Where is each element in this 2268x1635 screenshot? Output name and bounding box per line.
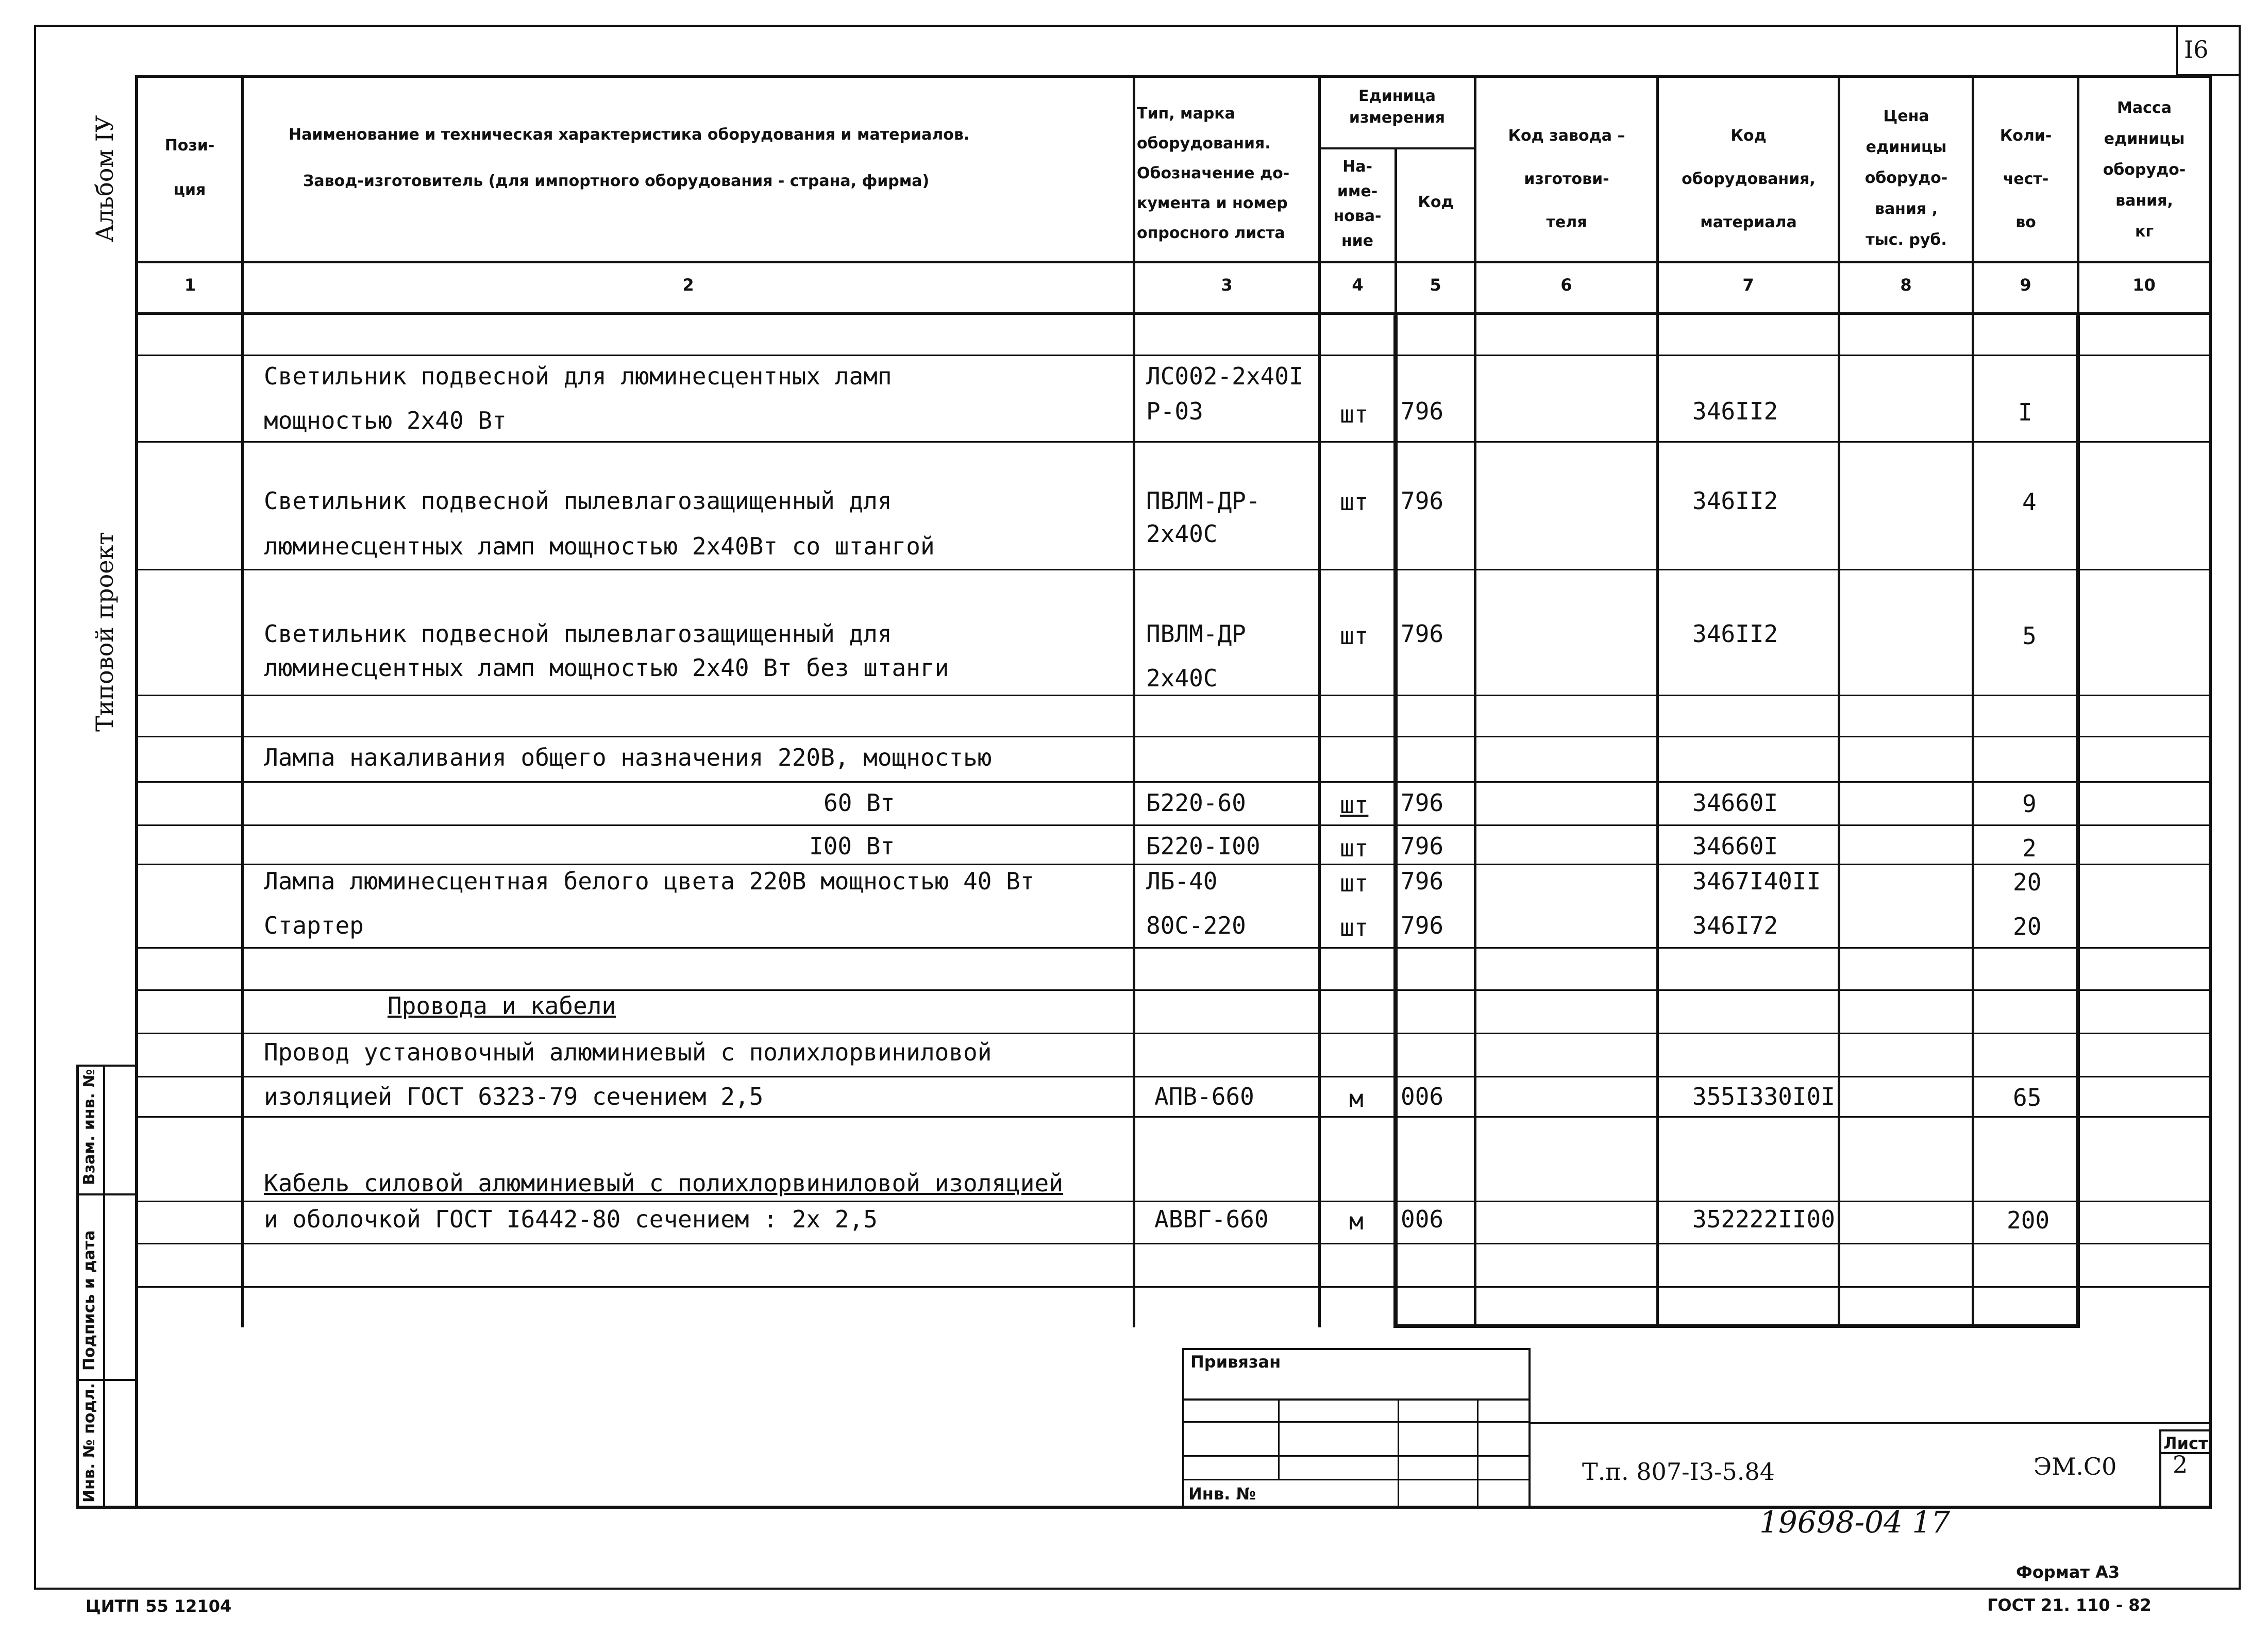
row-line bbox=[135, 355, 2212, 356]
row-unit: шт bbox=[1340, 914, 1369, 941]
row-name: Светильник подвесной для люминесцентных ламп bbox=[264, 362, 892, 390]
side-stamp-mid bbox=[103, 1065, 105, 1509]
table-top bbox=[135, 75, 2212, 78]
album-label: Альбом IУ bbox=[91, 115, 119, 242]
row-code: 352222II00 bbox=[1692, 1205, 1835, 1233]
row-qty: I bbox=[2018, 398, 2032, 426]
row-name: Провод установочный алюминиевый с полихлорвиниловой bbox=[264, 1038, 992, 1066]
header-col-6: Код завода – изготови- теля bbox=[1508, 127, 1625, 231]
col-line-5 bbox=[1474, 75, 1476, 1327]
row-type: АПВ-660 bbox=[1154, 1083, 1254, 1110]
header-col-3: Тип, марка оборудования. Обозначение до- кумента и номер опросного листа bbox=[1137, 105, 1290, 242]
row-code: 346II2 bbox=[1692, 620, 1778, 648]
sheet-label: Лист bbox=[2163, 1434, 2208, 1453]
row-unit: м bbox=[1349, 1207, 1364, 1235]
numbers-row-bottom bbox=[135, 312, 2212, 315]
row-line bbox=[135, 569, 2212, 570]
row-unit-code: 796 bbox=[1401, 620, 1444, 648]
header-col-1: Пози- ция bbox=[164, 137, 215, 199]
footer-left: ЦИТП 55 12104 bbox=[86, 1596, 232, 1616]
row-type: ЛС002-2х40I bbox=[1146, 362, 1303, 390]
row-name: 60 Вт bbox=[824, 789, 895, 817]
column-number: 7 bbox=[1742, 275, 1754, 295]
sheet-number: 2 bbox=[2173, 1451, 2188, 1478]
side-stamp-top bbox=[76, 1065, 137, 1067]
row-code: 34660I bbox=[1692, 832, 1778, 860]
row-qty: 4 bbox=[2022, 488, 2037, 516]
title-block-top bbox=[1528, 1422, 2212, 1424]
table-right bbox=[2209, 75, 2212, 1509]
row-unit-code: 796 bbox=[1401, 832, 1444, 860]
header-col-8: Цена единицы оборудо- вания , тыс. руб. bbox=[1864, 107, 1948, 249]
row-type: 2х40С bbox=[1146, 520, 1218, 548]
row-unit-code: 796 bbox=[1401, 487, 1444, 515]
side-stamp-left bbox=[76, 1065, 79, 1509]
row-line bbox=[135, 1116, 2212, 1118]
project-label: Типовой проект bbox=[91, 532, 119, 732]
row-qty: 2 bbox=[2022, 834, 2037, 862]
row-unit: шт bbox=[1340, 869, 1369, 897]
outer-frame-top bbox=[34, 25, 2241, 27]
row-name: Кабель силовой алюминиевый с полихлорвиниловой изоляцией bbox=[264, 1169, 1063, 1197]
row-unit: шт bbox=[1340, 488, 1369, 516]
doc-mark: ЭМ.С0 bbox=[2034, 1453, 2117, 1480]
row-code: 3467I40II bbox=[1692, 867, 1821, 895]
row-line bbox=[135, 1243, 2212, 1244]
row-code: 346II2 bbox=[1692, 397, 1778, 425]
column-number: 3 bbox=[1221, 275, 1233, 295]
row-type: Б220-I00 bbox=[1146, 832, 1261, 860]
doc-code: Т.п. 807-I3-5.84 bbox=[1582, 1458, 1775, 1486]
side-stamp-div-2 bbox=[76, 1379, 137, 1381]
row-unit: шт bbox=[1340, 791, 1369, 819]
row-name: Лампа накаливания общего назначения 220В, мощностью bbox=[264, 744, 992, 771]
col-line-1 bbox=[241, 75, 244, 1327]
row-code: 355I330I0I bbox=[1692, 1083, 1835, 1110]
column-number: 1 bbox=[184, 275, 196, 295]
column-number: 9 bbox=[2020, 275, 2031, 295]
row-unit-code: 796 bbox=[1401, 912, 1444, 939]
row-unit-code: 796 bbox=[1401, 397, 1444, 425]
row-code: 346II2 bbox=[1692, 487, 1778, 515]
row-name: изоляцией ГОСТ 6323-79 сечением 2,5 bbox=[264, 1083, 764, 1110]
row-name: I00 Вт bbox=[809, 832, 895, 860]
row-unit: м bbox=[1349, 1085, 1364, 1113]
header-col-5: Код bbox=[1418, 193, 1454, 211]
row-name: люминесцентных ламп мощностью 2х40 Вт без штанги bbox=[264, 654, 949, 682]
row-name: и оболочкой ГОСТ I6442-80 сечением : 2х 2,5 bbox=[264, 1205, 878, 1233]
row-line bbox=[135, 1033, 2212, 1034]
col-line-7 bbox=[1838, 75, 1840, 1327]
side-stamp-vzam: Взам. инв. № bbox=[80, 1069, 98, 1185]
row-qty: 200 bbox=[2007, 1206, 2050, 1234]
footer-gost: ГОСТ 21. 110 - 82 bbox=[1987, 1595, 2152, 1615]
section-title: Провода и кабели bbox=[388, 992, 616, 1020]
row-type: Р-03 bbox=[1146, 397, 1203, 425]
col-line-2 bbox=[1133, 75, 1135, 1327]
header-col-10: Масса единицы оборудо- вания, кг bbox=[2103, 99, 2186, 241]
row-type: ПВЛМ-ДР- bbox=[1146, 487, 1261, 515]
table-left bbox=[135, 75, 138, 1509]
row-line bbox=[135, 781, 2212, 783]
side-stamp-podpis: Подпись и дата bbox=[80, 1230, 98, 1371]
outer-frame-bottom bbox=[34, 1588, 2241, 1590]
header-unit-group: Единица измерения bbox=[1349, 87, 1446, 127]
heavy-box-left bbox=[1393, 315, 1398, 1327]
col-line-8 bbox=[1972, 75, 1974, 1327]
stamp-inv-no: Инв. № bbox=[1188, 1484, 1256, 1504]
sheet-box-left bbox=[2159, 1429, 2161, 1507]
row-unit-code: 006 bbox=[1401, 1205, 1444, 1233]
row-code: 34660I bbox=[1692, 789, 1778, 817]
row-name: люминесцентных ламп мощностью 2х40Вт со штангой bbox=[264, 532, 935, 560]
row-line bbox=[135, 864, 2212, 865]
footer-format: Формат А3 bbox=[2016, 1562, 2120, 1582]
row-type: Б220-60 bbox=[1146, 789, 1246, 817]
row-qty: 20 bbox=[2013, 913, 2042, 940]
heavy-box-right bbox=[2076, 315, 2080, 1327]
handwritten-number: 19698-04 17 bbox=[1759, 1505, 1951, 1540]
page-number: I6 bbox=[2184, 36, 2209, 63]
col-line-3 bbox=[1318, 75, 1321, 1327]
row-line bbox=[135, 947, 2212, 949]
row-type: АВВГ-660 bbox=[1154, 1205, 1269, 1233]
row-qty: 5 bbox=[2022, 622, 2037, 650]
row-code: 346I72 bbox=[1692, 912, 1778, 939]
stamp-box-left bbox=[1182, 1348, 1184, 1508]
row-line bbox=[135, 824, 2212, 826]
outer-frame-left bbox=[34, 25, 36, 1590]
row-type: ЛБ-40 bbox=[1146, 867, 1218, 895]
column-number: 10 bbox=[2132, 275, 2156, 295]
row-unit-code: 796 bbox=[1401, 867, 1444, 895]
col-line-6 bbox=[1656, 75, 1659, 1327]
header-col-9: Коли- чест- во bbox=[2000, 127, 2052, 231]
column-number: 5 bbox=[1430, 275, 1441, 295]
row-line bbox=[135, 1286, 2212, 1288]
stamp-box-right bbox=[1528, 1348, 1531, 1508]
heavy-box-bottom bbox=[1393, 1324, 2080, 1328]
row-name: Лампа люминесцентная белого цвета 220В мощностью 40 Вт bbox=[264, 867, 1035, 895]
row-qty: 20 bbox=[2013, 868, 2042, 896]
row-type: 2х40С bbox=[1146, 664, 1218, 692]
side-stamp-inv: Инв. № подл. bbox=[80, 1383, 98, 1503]
outer-frame-right bbox=[2239, 25, 2241, 1590]
row-qty: 65 bbox=[2013, 1084, 2042, 1111]
row-unit: шт bbox=[1340, 400, 1369, 428]
row-name: Стартер bbox=[264, 912, 364, 939]
row-unit-code: 796 bbox=[1401, 789, 1444, 817]
row-type: 80С-220 bbox=[1146, 912, 1246, 939]
row-line bbox=[135, 695, 2212, 696]
stamp-col-3 bbox=[1477, 1398, 1479, 1508]
row-name: Светильник подвесной пылевлагозащищенный для bbox=[264, 620, 892, 648]
row-name: мощностью 2х40 Вт bbox=[264, 407, 507, 434]
column-number: 2 bbox=[682, 275, 694, 295]
side-stamp-div-1 bbox=[76, 1193, 137, 1195]
column-number: 6 bbox=[1560, 275, 1572, 295]
row-unit-code: 006 bbox=[1401, 1083, 1444, 1110]
unit-group-divider bbox=[1318, 147, 1474, 149]
row-type: ПВЛМ-ДР bbox=[1146, 620, 1246, 648]
header-col-2-line1: Наименование и техническая характеристика оборудования и материалов. bbox=[289, 126, 970, 144]
row-qty: 9 bbox=[2022, 790, 2037, 818]
page-number-box-left bbox=[2176, 27, 2178, 76]
header-col-4: На- име- нова- ние bbox=[1333, 158, 1382, 250]
header-col-2-line2: Завод-изготовитель (для импортного оборудования - страна, фирма) bbox=[303, 172, 930, 190]
row-line bbox=[135, 1201, 2212, 1202]
column-number: 4 bbox=[1352, 275, 1364, 295]
stamp-col-1 bbox=[1278, 1398, 1280, 1479]
stamp-box-top bbox=[1182, 1348, 1531, 1350]
row-unit: шт bbox=[1340, 834, 1369, 862]
header-bottom bbox=[135, 261, 2212, 263]
stamp-col-2 bbox=[1398, 1398, 1399, 1508]
stamp-privyazan: Привязан bbox=[1190, 1352, 1281, 1372]
row-name: Светильник подвесной пылевлагозащищенный для bbox=[264, 487, 892, 515]
header-col-7: Код оборудования, материала bbox=[1682, 127, 1816, 231]
column-number: 8 bbox=[1900, 275, 1912, 295]
row-line bbox=[135, 441, 2212, 443]
sheet-box-top bbox=[2159, 1429, 2212, 1431]
row-line bbox=[135, 1076, 2212, 1077]
row-line bbox=[135, 736, 2212, 737]
row-unit: шт bbox=[1340, 622, 1369, 650]
